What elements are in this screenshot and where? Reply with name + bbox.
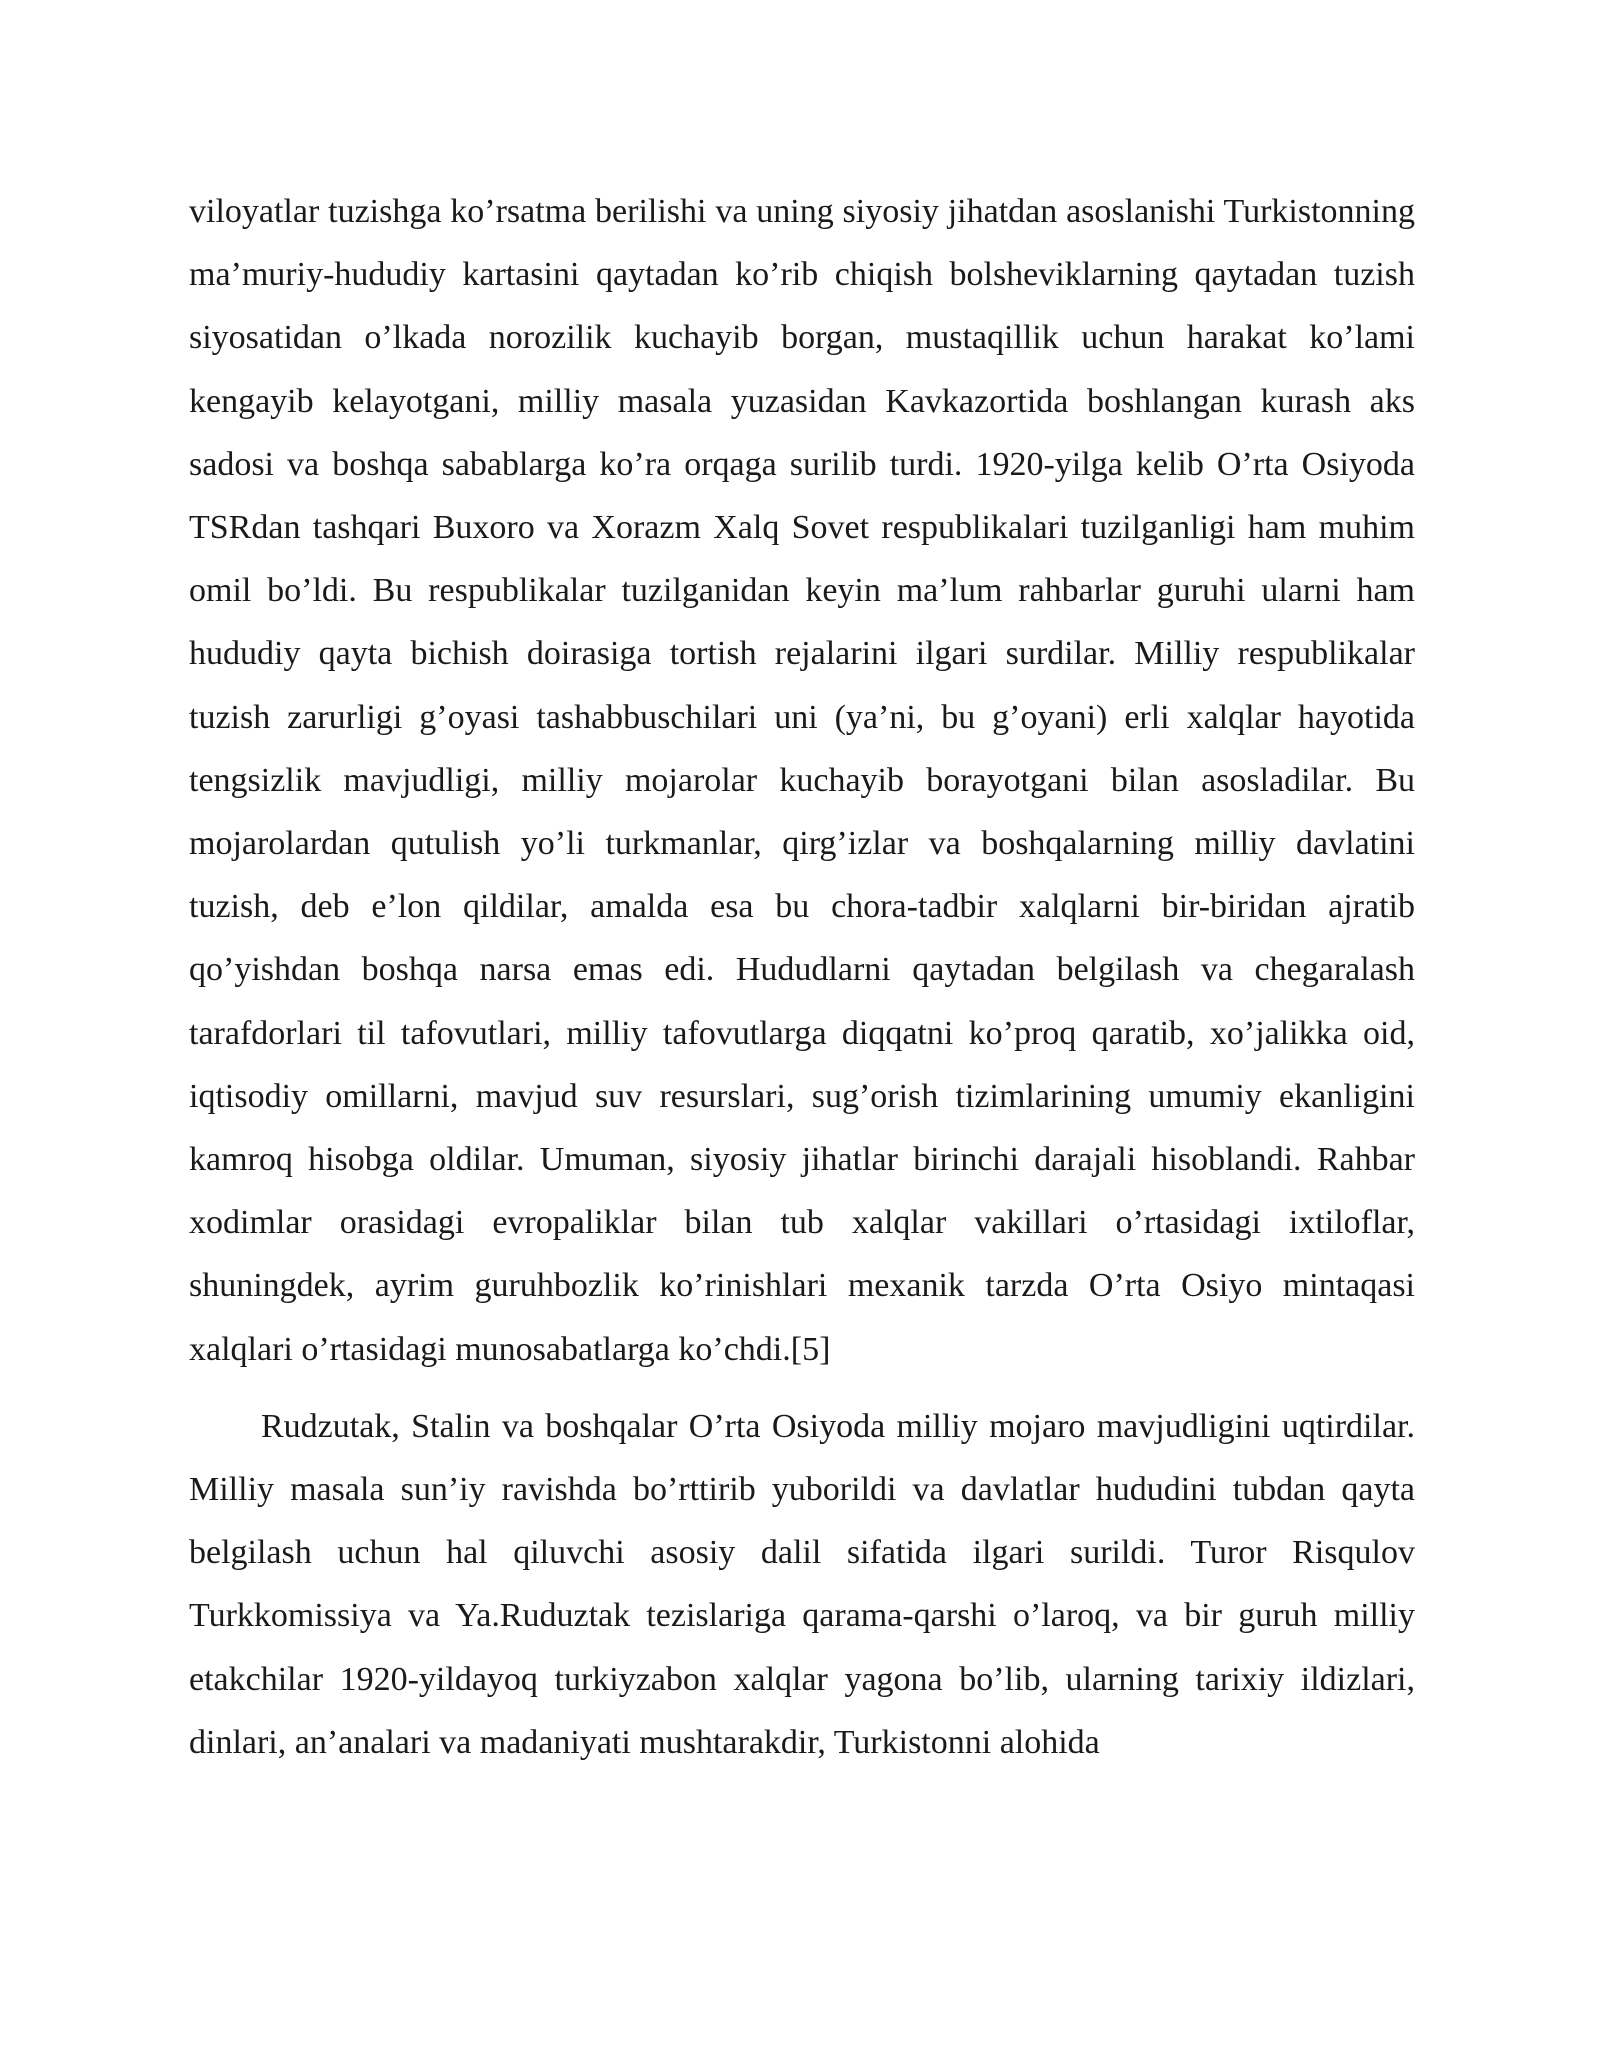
paragraph-1: viloyatlar tuzishga ko’rsatma berilishi va uning siyosiy jihatdan asoslanishi Turkistonning ma’muriy-hududiy kartasini qaytadan ko’rib chiqish bolsheviklarning qaytadan tuzish siyosatidan o’lkada norozilik kuchayib borgan, mustaqillik uchun harakat ko’lami kengayib kelayotgani, milliy masala yuzasidan Kavkazortida boshlangan kurash aks sadosi va boshqa sabablarga ko’ra orqaga surilib turdi. 1920-yilga kelib O’rta Osiyoda TSRdan tashqari Buxoro va Xorazm Xalq Sovet respublikalari tuzilganligi ham muhim omil bo’ldi. Bu respublikalar tuzilganidan keyin ma’lum rahbarlar guruhi ularni ham hududiy qayta bichish doirasiga tortish rejalarini ilgari surdilar. Milliy respublikalar tuzish zarurligi g’oyasi tashabbuschilari uni (ya’ni, bu g’oyani) erli xalqlar hayotida tengsizlik mavjudligi, milliy mojarolar kuchayib borayotgani bilan asosladilar. Bu mojarolardan qutulish yo’li turkmanlar, qirg’izlar va boshqalarning milliy davlatini tuzish, deb e’lon qildilar, amalda esa bu chora-tadbir xalqlarni bir-biridan ajratib qo’yishdan boshqa narsa emas edi. Hududlarni qaytadan belgilash va chegaralash tarafdorlari til tafovutlari, milliy tafovutlarga diqqatni ko’proq qaratib, xo’jalikka oid, iqtisodiy omillarni, mavjud suv resurslari, sug’orish tizimlarining umumiy ekanligini kamroq hisobga oldilar. Umuman, siyosiy jihatlar birinchi darajali hisoblandi. Rahbar xodimlar orasidagi evropaliklar bilan tub xalqlar vakillari o’rtasidagi ixtiloflar, shuningdek, ayrim guruhbozlik ko’rinishlari mexanik tarzda O’rta Osiyo mintaqasi xalqlari o’rtasidagi munosabatlarga ko’chdi.[5]	[189, 193, 1415, 1368]
document-body	[189, 180, 1415, 1774]
paragraph-2: Rudzutak, Stalin va boshqalar O’rta Osiyoda milliy mojaro mavjudligini uqtirdilar. Milliy masala sun’iy ravishda bo’rttirib yuborildi va davlatlar hududini tubdan qayta belgilash uchun hal qiluvchi asosiy dalil sifatida ilgari surildi. Turor Risqulov Turkkomissiya va Ya.Ruduztak tezislariga qarama-qarshi o’laroq, va bir guruh milliy etakchilar 1920-yildayoq turkiyzabon xalqlar yagona bo’lib, ularning tarixiy ildizlari, dinlari, an’analari va madaniyati mushtarakdir, Turkistonni alohida	[189, 1407, 1415, 1761]
